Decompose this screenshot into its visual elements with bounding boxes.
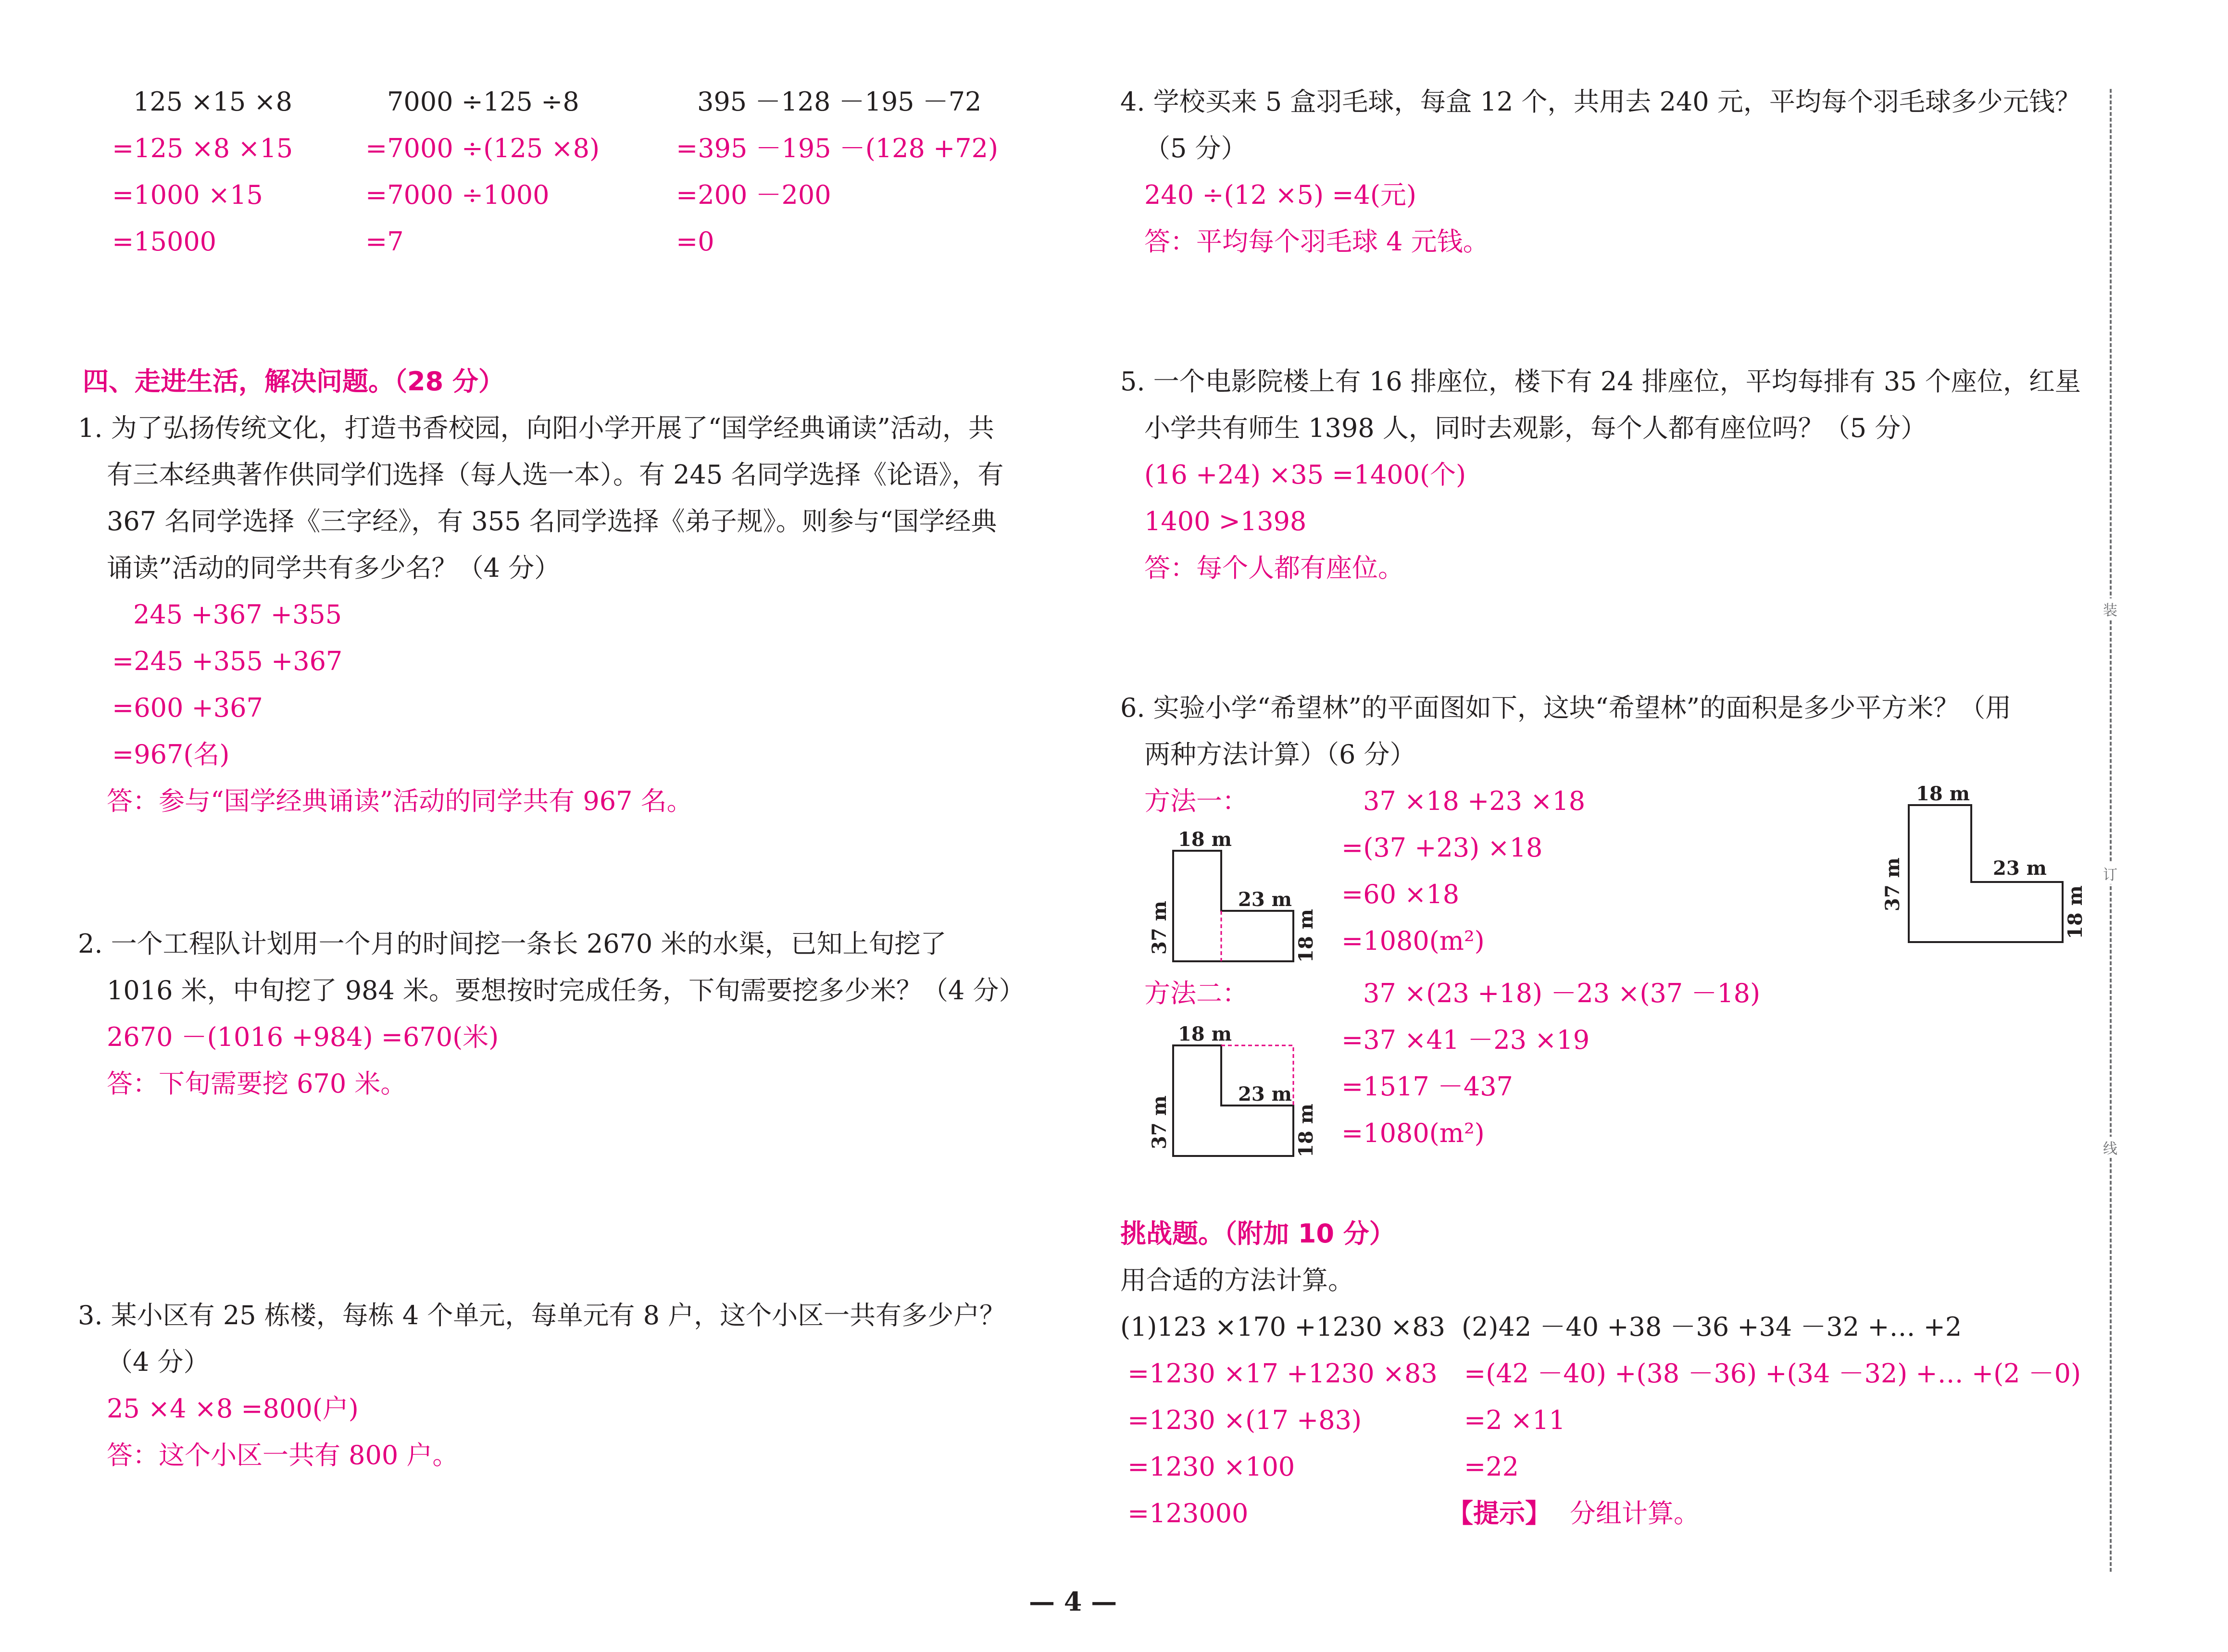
section4-title: 四、走进生活，解决问题。（28 分） — [83, 366, 504, 397]
plan-figure — [1870, 774, 2091, 954]
challenge-intro: 用合适的方法计算。 — [1120, 1265, 1354, 1295]
hint-label: 【提示】 — [1447, 1498, 1551, 1528]
q1-text-4: 诵读”活动的同学共有多少名？（4 分） — [107, 553, 561, 583]
fig2-label-step: 23 m — [1238, 1083, 1292, 1105]
fig2-label-right: 18 m — [1295, 1104, 1317, 1157]
q1-work-3: =600 +367 — [112, 693, 263, 723]
q2-text-1: 2. 一个工程队计划用一个月的时间挖一条长 2670 米的水渠，已知上旬挖了 — [78, 929, 947, 959]
calc3-line-3: =200 －200 — [676, 180, 831, 210]
challenge-p2-line-1: =(42 －40) +(38 －36) +(34 －32) +… +(2 －0) — [1464, 1358, 2081, 1389]
q3-answer: 答：这个小区一共有 800 户。 — [107, 1440, 459, 1470]
method2-line-2: =37 ×41 －23 ×19 — [1341, 1025, 1590, 1055]
method1-figure — [1144, 824, 1317, 970]
challenge-p1-head: (1)123 ×170 +1230 ×83 — [1120, 1312, 1446, 1342]
binding-char-2: 订 — [2101, 863, 2120, 884]
calc2-line-1: 7000 ÷125 ÷8 — [387, 87, 579, 117]
q3-work-1: 25 ×4 ×8 =800(户) — [107, 1393, 359, 1424]
challenge-p2-line-2: =2 ×11 — [1464, 1405, 1565, 1435]
q2-work-1: 2670 －(1016 +984) =670(米) — [107, 1022, 499, 1052]
challenge-title: 挑战题。（附加 10 分） — [1120, 1218, 1395, 1249]
calc2-line-3: =7000 ÷1000 — [365, 180, 550, 210]
calc3-line-1: 395 －128 －195 －72 — [697, 87, 982, 117]
q1-text-1: 1. 为了弘扬传统文化，打造书香校园，向阳小学开展了“国学经典诵读”活动，共 — [78, 413, 994, 443]
hint-text: 分组计算。 — [1570, 1498, 1700, 1528]
plan-label-top: 18 m — [1916, 783, 1970, 805]
binding-dashed-line — [2110, 89, 2112, 1572]
q6-text-1: 6. 实验小学“希望林”的平面图如下，这块“希望林”的面积是多少平方米？（用 — [1120, 693, 2012, 723]
challenge-p1-line-4: =123000 — [1127, 1498, 1249, 1528]
q1-answer: 答：参与“国学经典诵读”活动的同学共有 967 名。 — [107, 786, 693, 816]
challenge-p2-head: (2)42 －40 +38 －36 +34 －32 +… +2 — [1462, 1312, 1962, 1342]
q5-answer: 答：每个人都有座位。 — [1144, 553, 1404, 583]
q1-text-3: 367 名同学选择《三字经》，有 355 名同学选择《弟子规》。则参与“国学经典 — [107, 506, 997, 536]
q1-work-2: =245 +355 +367 — [112, 646, 343, 676]
q5-work-2: 1400 >1398 — [1144, 506, 1307, 536]
fig2-label-left: 37 m — [1148, 1095, 1171, 1149]
q2-text-2: 1016 米，中旬挖了 984 米。要想按时完成任务，下旬需要挖多少米？（4 分） — [107, 975, 1025, 1006]
plan-label-right: 18 m — [2064, 885, 2087, 939]
q1-work-1: 245 +367 +355 — [133, 599, 342, 630]
q1-text-2: 有三本经典著作供同学们选择（每人选一本）。有 245 名同学选择《论语》，有 — [107, 460, 1004, 490]
calc3-line-2: =395 －195 －(128 +72) — [676, 133, 999, 163]
q4-text-2: （5 分） — [1144, 133, 1247, 163]
challenge-p1-line-3: =1230 ×100 — [1127, 1452, 1295, 1482]
q5-work-1: (16 +24) ×35 =1400(个) — [1144, 460, 1466, 490]
challenge-p1-line-2: =1230 ×(17 +83) — [1127, 1405, 1362, 1435]
fig1-label-left: 37 m — [1148, 901, 1171, 955]
fig1-label-top: 18 m — [1178, 828, 1232, 851]
method1-line-4: =1080(m²) — [1341, 926, 1485, 956]
challenge-p2-line-3: =22 — [1464, 1452, 1519, 1482]
method2-line-3: =1517 －437 — [1341, 1071, 1513, 1102]
q4-work-1: 240 ÷(12 ×5) =4(元) — [1144, 180, 1416, 210]
method2-line-4: =1080(m²) — [1341, 1118, 1485, 1148]
plan-label-step: 23 m — [1993, 857, 2047, 880]
binding-char-1: 装 — [2101, 598, 2120, 620]
calc2-line-4: =7 — [365, 226, 404, 257]
q2-answer: 答：下旬需要挖 670 米。 — [107, 1068, 407, 1099]
plan-label-left: 37 m — [1881, 857, 1904, 911]
calc1-line-3: =1000 ×15 — [112, 180, 263, 210]
method2-figure — [1144, 1019, 1317, 1165]
calc3-line-4: =0 — [676, 226, 714, 257]
method1-line-1: 37 ×18 +23 ×18 — [1363, 786, 1586, 816]
q5-text-2: 小学共有师生 1398 人，同时去观影，每个人都有座位吗？（5 分） — [1144, 413, 1927, 443]
challenge-p1-line-1: =1230 ×17 +1230 ×83 — [1127, 1358, 1438, 1389]
q6-text-2: 两种方法计算）（6 分） — [1144, 739, 1416, 770]
method2-label: 方法二： — [1144, 978, 1248, 1008]
method1-line-3: =60 ×18 — [1341, 879, 1460, 909]
fig1-label-right: 18 m — [1295, 909, 1317, 963]
q4-text-1: 4. 学校买来 5 盒羽毛球，每盒 12 个，共用去 240 元，平均每个羽毛球多少元钱？ — [1120, 87, 2081, 117]
q3-text-1: 3. 某小区有 25 栋楼，每栋 4 个单元，每单元有 8 户，这个小区一共有多少户？ — [78, 1300, 1006, 1330]
calc1-line-2: =125 ×8 ×15 — [112, 133, 293, 163]
q5-text-1: 5. 一个电影院楼上有 16 排座位，楼下有 24 排座位，平均每排有 35 个座位，红星 — [1120, 366, 2081, 397]
calc1-line-4: =15000 — [112, 226, 217, 257]
fig2-label-top: 18 m — [1178, 1023, 1232, 1045]
q3-text-2: （4 分） — [107, 1347, 210, 1377]
page-number: — 4 — — [1029, 1586, 1117, 1617]
q4-answer: 答：平均每个羽毛球 4 元钱。 — [1144, 226, 1489, 257]
q1-work-4: =967(名) — [112, 739, 230, 770]
method2-line-1: 37 ×(23 +18) －23 ×(37 －18) — [1363, 978, 1761, 1008]
method1-line-2: =(37 +23) ×18 — [1341, 832, 1543, 863]
calc1-line-1: 125 ×15 ×8 — [133, 87, 292, 117]
method1-label: 方法一： — [1144, 786, 1248, 816]
fig1-label-step: 23 m — [1238, 888, 1292, 911]
calc2-line-2: =7000 ÷(125 ×8) — [365, 133, 600, 163]
binding-char-3: 线 — [2101, 1137, 2120, 1158]
